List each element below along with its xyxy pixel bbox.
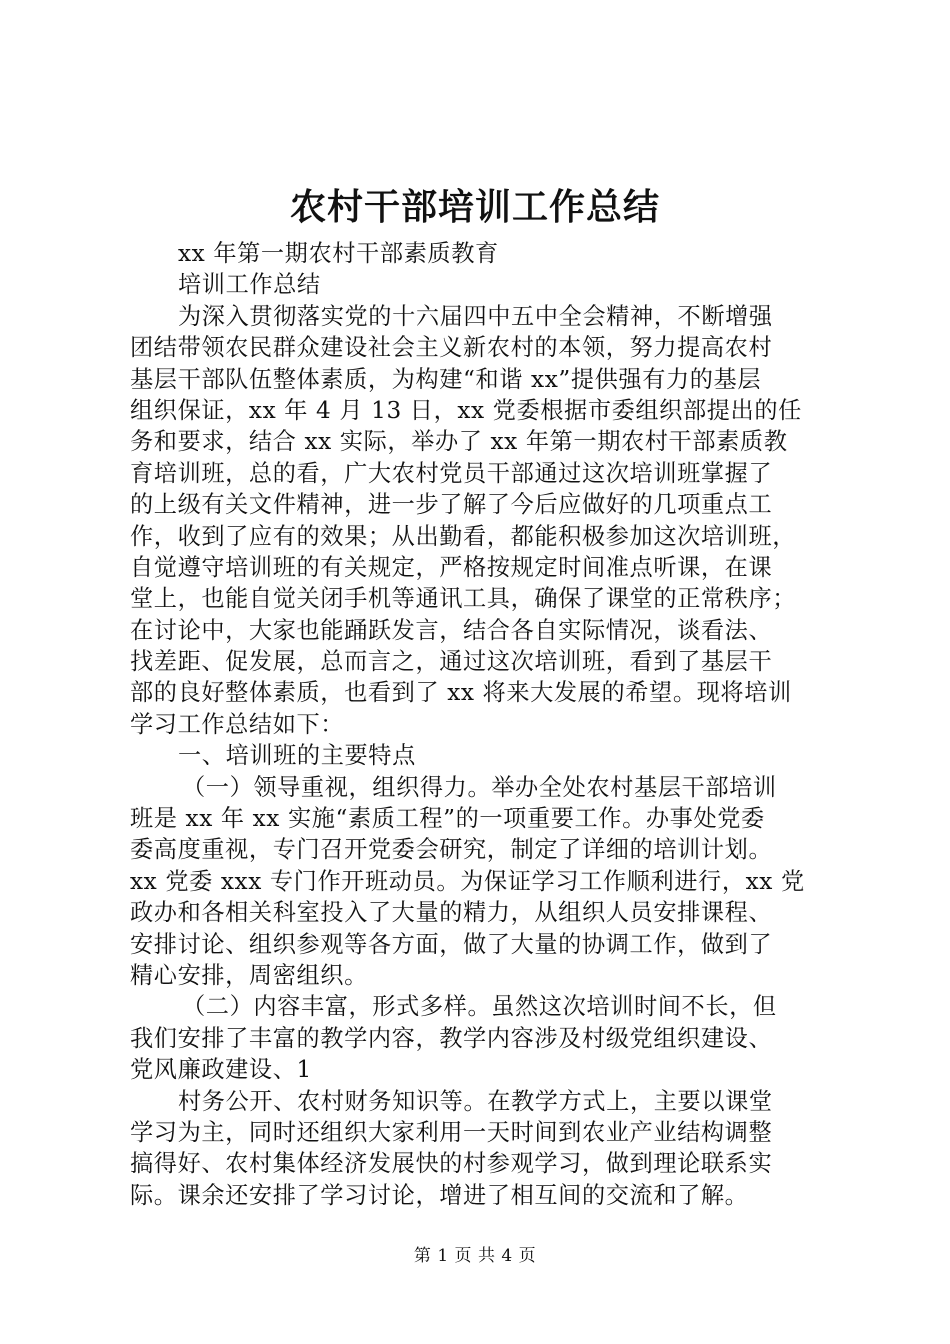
paragraph-line: 基层干部队伍整体素质，为构建“和谐 xx”提供强有力的基层 [130,365,762,393]
paragraph-line: 务和要求，结合 xx 实际，举办了 xx 年第一期农村干部素质教 [130,428,788,456]
paragraph-line: 党风廉政建设、1 [130,1056,312,1084]
paragraph-line: 部的良好整体素质，也看到了 xx 将来大发展的希望。现将培训 [130,679,792,707]
paragraph-line: 精心安排，周密组织。 [130,961,368,989]
paragraph-line: 委高度重视，专门召开党委会研究，制定了详细的培训计划。 [130,836,773,864]
paragraph-line: 村务公开、农村财务知识等。在教学方式上，主要以课堂 [178,1087,773,1115]
page-number: 第 1 页 共 4 页 [413,1246,537,1266]
paragraph-line: （一）领导重视，组织得力。举办全处农村基层干部培训 [182,773,777,801]
paragraph-line: 学习为主，同时还组织大家利用一天时间到农业产业结构调整 [130,1118,773,1146]
paragraph-line: 的上级有关文件精神，进一步了解了今后应做好的几项重点工 [130,491,773,519]
paragraph-line: 团结带领农民群众建设社会主义新农村的本领，努力提高农村 [130,334,773,362]
paragraph-line: 自觉遵守培训班的有关规定，严格按规定时间准点听课，在课 [130,553,773,581]
document-title: 农村干部培训工作总结 [289,186,660,228]
paragraph-line: 育培训班，总的看，广大农村党员干部通过这次培训班掌握了 [130,459,773,487]
paragraph-line: 为深入贯彻落实党的十六届四中五中全会精神，不断增强 [178,302,773,330]
document-body [130,238,850,1211]
paragraph-line: 搞得好、农村集体经济发展快的村参观学习，做到理论联系实 [130,1150,773,1178]
paragraph-line: 班是 xx 年 xx 实施“素质工程”的一项重要工作。办事处党委 [130,805,765,833]
subtitle-line: 培训工作总结 [178,271,321,299]
paragraph-line: 找差距、促发展，总而言之，通过这次培训班，看到了基层干 [130,648,773,676]
paragraph-line: 政办和各相关科室投入了大量的精力，从组织人员安排课程、 [130,899,773,927]
paragraph-line: xx 党委 xxx 专门作开班动员。为保证学习工作顺利进行，xx 党 [130,867,805,895]
paragraph-line: 组织保证，xx 年 4 月 13 日，xx 党委根据市委组织部提出的任 [130,396,802,424]
paragraph-line: 际。课余还安排了学习讨论，增进了相互间的交流和了解。 [130,1181,749,1209]
paragraph-line: 安排讨论、组织参观等各方面，做了大量的协调工作，做到了 [130,930,773,958]
paragraph-line: 堂上，也能自觉关闭手机等通讯工具，确保了课堂的正常秩序； [130,585,797,613]
paragraph-line: 学习工作总结如下： [130,710,345,738]
paragraph-line: （二）内容丰富，形式多样。虽然这次培训时间不长，但 [182,993,777,1021]
paragraph-line: 作，收到了应有的效果；从出勤看，都能积极参加这次培训班， [130,522,797,550]
paragraph-line: 在讨论中，大家也能踊跃发言，结合各自实际情况，谈看法、 [130,616,773,644]
subtitle-line: xx 年第一期农村干部素质教育 [178,240,499,267]
section-heading: 一、培训班的主要特点 [178,742,416,770]
paragraph-line: 我们安排了丰富的教学内容，教学内容涉及村级党组织建设、 [130,1024,773,1052]
